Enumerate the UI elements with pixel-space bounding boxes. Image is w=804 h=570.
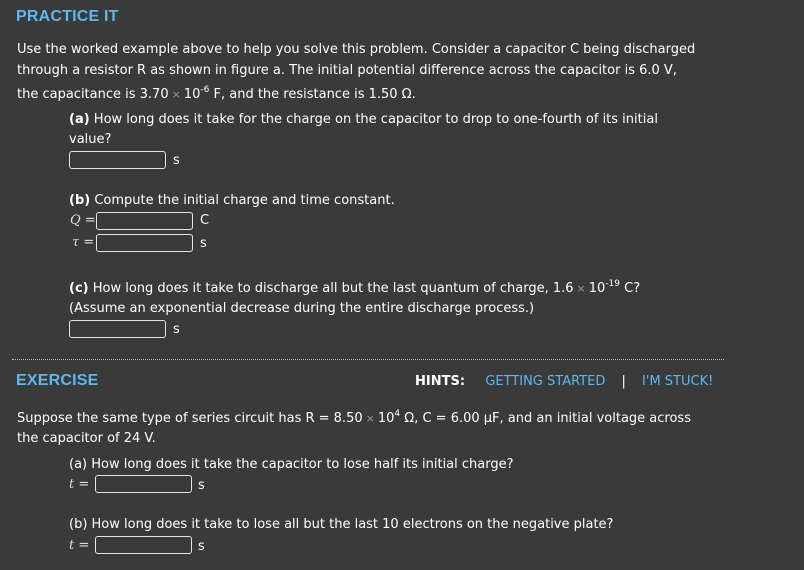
tau-unit: s xyxy=(200,236,207,251)
im-stuck-link[interactable]: I'M STUCK! xyxy=(642,374,714,389)
exercise-heading: EXERCISE xyxy=(16,372,99,389)
times-sign-exercise: × xyxy=(365,412,375,425)
part-b-text: Compute the initial charge and time constant. xyxy=(94,193,395,208)
capacitance-exponent: -6 xyxy=(200,84,210,95)
hint-separator: | xyxy=(621,374,626,389)
charge-symbol: Q xyxy=(70,213,81,228)
part-c-label: (c) xyxy=(69,281,89,296)
exercise-intro-line-2: the capacitor of 24 V. xyxy=(17,431,156,446)
exercise-a-variable-label: t = xyxy=(69,477,90,492)
practice-heading: PRACTICE IT xyxy=(16,8,119,25)
exercise-a-answer-input[interactable] xyxy=(95,475,192,493)
exercise-part-a-question: (a) How long does it take the capacitor to lose half its initial charge? xyxy=(69,457,514,472)
tau-symbol: τ xyxy=(72,235,80,250)
part-a-text: How long does it take for the charge on the capacitor to drop to one-fourth of its initial xyxy=(93,112,658,127)
part-a-unit: s xyxy=(173,153,180,168)
quantum-base: 10 xyxy=(588,281,606,296)
exercise-intro-post: Ω, C = 6.00 μF, and an initial voltage across xyxy=(400,411,691,426)
times-sign-c: × xyxy=(576,282,586,295)
part-b-question xyxy=(69,193,395,208)
exercise-a-t-symbol: t xyxy=(69,477,75,492)
quantum-exponent: -19 xyxy=(605,278,621,289)
hints-label: HINTS: xyxy=(415,374,466,389)
resistance-base: 10 xyxy=(377,411,395,426)
tau-variable-label: τ = xyxy=(72,235,95,250)
capacitance-base: 10 xyxy=(183,87,201,102)
part-c-text: How long does it take to discharge all but the last quantum of charge, 1.6 xyxy=(92,281,574,296)
exercise-b-answer-input[interactable] xyxy=(95,536,192,554)
exercise-b-t-symbol: t xyxy=(69,538,75,553)
exercise-a-unit: s xyxy=(198,478,205,493)
exercise-part-b-question: (b) How long does it take to lose all but the last 10 electrons on the negative plate? xyxy=(69,517,614,532)
part-c-answer-input[interactable] xyxy=(69,320,166,338)
exercise-intro-pre: Suppose the same type of series circuit has R = 8.50 xyxy=(17,411,363,426)
hints-bar xyxy=(415,374,713,389)
getting-started-link[interactable]: GETTING STARTED xyxy=(485,374,606,389)
part-a-label: (a) xyxy=(69,112,90,127)
times-sign: × xyxy=(171,88,181,101)
resistance-exponent: 4 xyxy=(394,408,401,419)
charge-variable-label: Q = xyxy=(70,213,96,228)
part-a-answer-input[interactable] xyxy=(69,151,166,169)
capacitance-text: the capacitance is 3.70 xyxy=(17,87,169,102)
part-c-text-2: (Assume an exponential decrease during the entire discharge process.) xyxy=(69,301,535,316)
part-b-label: (b) xyxy=(69,193,91,208)
practice-intro-line-3 xyxy=(17,84,416,106)
exercise-b-variable-label: t = xyxy=(69,538,90,553)
charge-unit: C xyxy=(200,213,210,228)
part-a-question xyxy=(69,112,658,127)
initial-charge-input[interactable] xyxy=(96,212,193,230)
practice-intro-line-1: Use the worked example above to help you solve this problem. Consider a capacitor C being discharged xyxy=(17,42,696,57)
quantum-unit: C? xyxy=(620,281,641,296)
exercise-b-unit: s xyxy=(198,539,205,554)
time-constant-input[interactable] xyxy=(96,234,193,252)
capacitance-rest: F, and the resistance is 1.50 Ω. xyxy=(209,87,416,102)
practice-intro-line-2: through a resistor R as shown in figure a. The initial potential difference across the capacitor is 6.0 V, xyxy=(17,63,677,78)
part-a-text-2: value? xyxy=(69,132,112,147)
part-c-unit: s xyxy=(173,322,180,337)
section-divider xyxy=(12,359,724,360)
part-c-question xyxy=(69,278,641,296)
exercise-intro-line-1 xyxy=(17,408,691,430)
